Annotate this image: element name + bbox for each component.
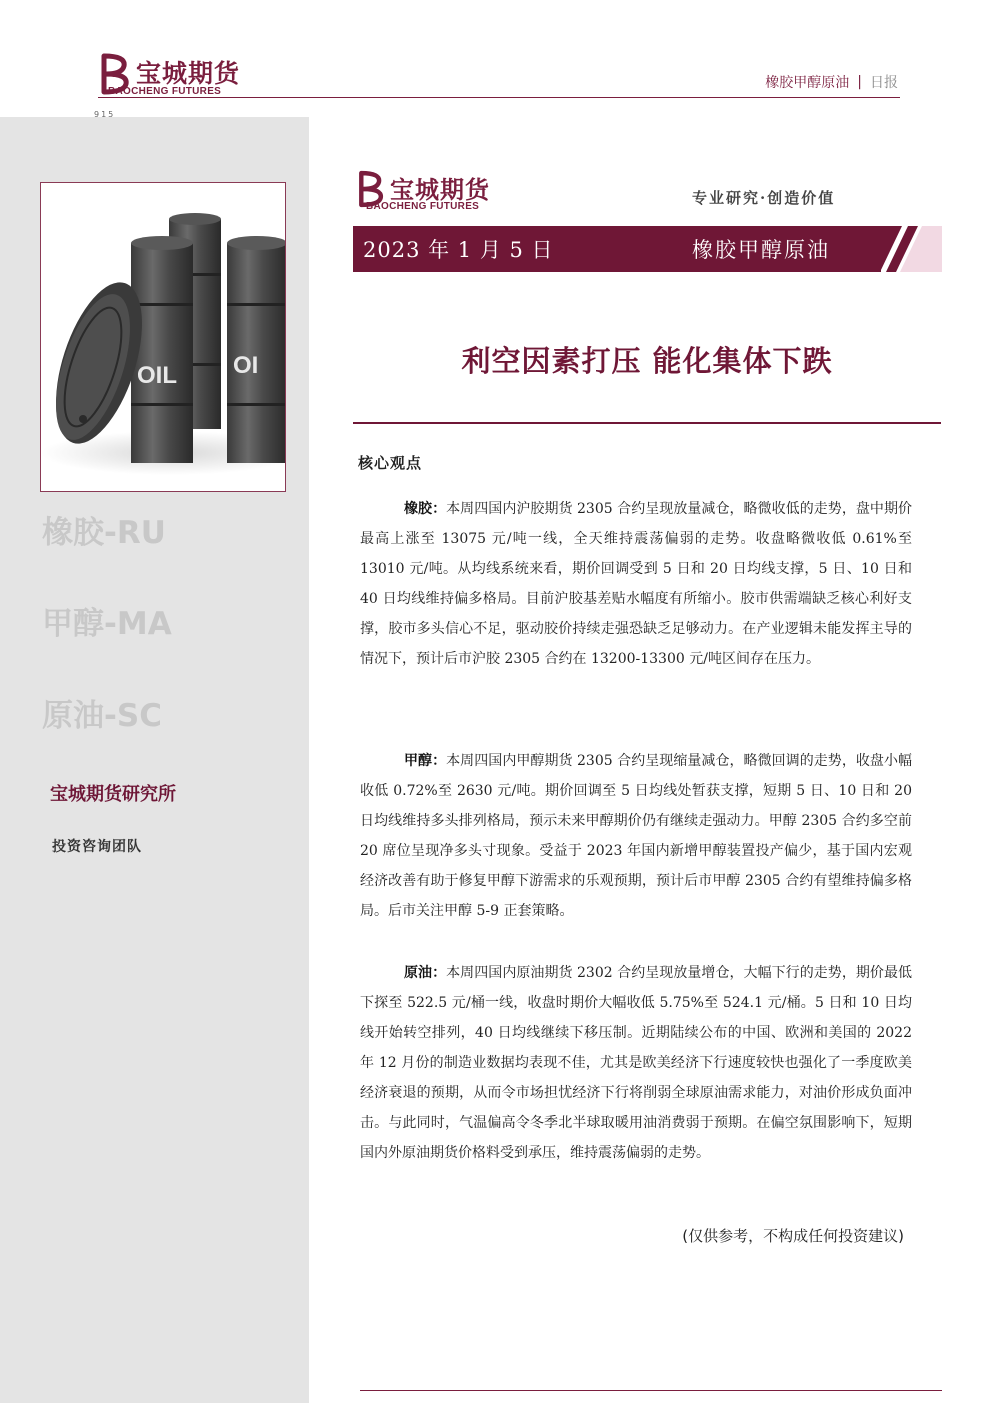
header-logo: [98, 52, 258, 102]
research-institute: 宝城期货研究所: [50, 784, 176, 805]
headline-rule: [353, 422, 941, 424]
brand-logo: [356, 168, 526, 216]
header-report-type: 日报: [870, 75, 898, 91]
header-separator: |: [857, 74, 862, 90]
crude-oil-paragraph: [360, 958, 912, 1168]
crude-oil-lead: 原油：: [404, 965, 447, 981]
logo-chinese-name: 宝城期货: [136, 59, 241, 88]
core-views-title: 核心观点: [358, 454, 423, 472]
report-date: 2023 年 1 月 5 日: [363, 238, 554, 262]
oil-barrels-photo: [40, 182, 286, 492]
header-report-meta: [765, 72, 898, 92]
brand-slogan: 专业研究·创造价值: [692, 189, 836, 207]
rubber-paragraph: [360, 494, 912, 674]
methanol-lead: 甲醇：: [404, 753, 447, 769]
bottom-rule: [360, 1390, 942, 1391]
sidebar-category-rubber: 橡胶-RU: [42, 515, 166, 551]
methanol-text: 本周四国内甲醇期货 2305 合约呈现缩量减仓，略微回调的走势，收盘小幅收低 0.72%至 2630 元/吨。期价回调至 5 日均线处暂获支撑，短期 5 日、10 日和 20 日均线维持多头排列格局，预示未来甲醇期价仍有继续走强动力。甲醇 2305 合约多空前 20 席位呈现净多头寸现象。受益于 2023 年国内新增甲醇装置投产偏少，基于国内宏观经济改善有助于修复甲醇下游需求的乐观预期，预计后市甲醇 2305 合约有望维持偏多格局。后市关注甲醇 5-9 正套策略。: [360, 753, 913, 919]
svg-text:OI: OI: [233, 352, 259, 379]
disclaimer: (仅供参考，不构成任何投资建议): [682, 1227, 904, 1245]
rubber-text: 本周四国内沪胶期货 2305 合约呈现放量减仓，略微收低的走势，盘中期价最高上涨至 13075 元/吨一线，全天维持震荡偏弱的走势。收盘略微收低 0.61%至 13010 元/吨。从均线系统来看，期价回调受到 5 日和 20 日均线支撑，5 日、10 日和 40 日均线维持偏多格局。目前沪胶基差贴水幅度有所缩小。胶市供需端缺乏核心利好支撑，胶市多头信心不足，驱动胶价持续走强恐缺乏足够动力。在产业逻辑未能发挥主导的情况下，预计后市沪胶 2305 合约在 13200-13300 元/吨区间存在压力。: [360, 501, 913, 667]
header-category: 橡胶甲醇原油: [765, 75, 850, 91]
rubber-lead: 橡胶：: [404, 501, 447, 517]
brand-english-name: BAOCHENG FUTURES: [366, 201, 480, 212]
advisory-team: 投资咨询团队: [52, 839, 142, 855]
banner-stripes: [860, 226, 942, 272]
sidebar-category-crude-oil: 原油-SC: [42, 698, 162, 734]
logo-english-name: BAOCHENG FUTURES: [108, 86, 222, 97]
barrel-label: OIL: [137, 362, 177, 389]
crude-oil-text: 本周四国内原油期货 2302 合约呈现放量增仓，大幅下行的走势，期价最低下探至 522.5 元/桶一线，收盘时期价大幅收低 5.75%至 524.1 元/桶。5 日和 10 日均线开始转空排列，40 日均线继续下移压制。近期陆续公布的中国、欧洲和美国的 2022 年 12 月份的制造业数据均表现不佳，尤其是欧美经济下行速度较快也强化了一季度欧美经济衰退的预期，从而令市场担忧经济下行将削弱全球原油需求能力，对油价形成负面冲击。与此同时，气温偏高令冬季北半球取暖用油消费弱于预期。在偏空氛围影响下，短期国内外原油期货价格料受到承压，维持震荡偏弱的走势。: [360, 965, 913, 1161]
methanol-paragraph: [360, 746, 912, 926]
report-headline: 利空因素打压 能化集体下跌: [461, 344, 833, 378]
tiny-marks: 915: [94, 110, 116, 119]
report-category: 橡胶甲醇原油: [692, 238, 830, 262]
header-rule: [98, 97, 900, 98]
brand-chinese-name: 宝城期货: [390, 175, 490, 204]
sidebar-category-methanol: 甲醇-MA: [42, 606, 172, 642]
oil-barrels-illustration: [41, 183, 286, 492]
